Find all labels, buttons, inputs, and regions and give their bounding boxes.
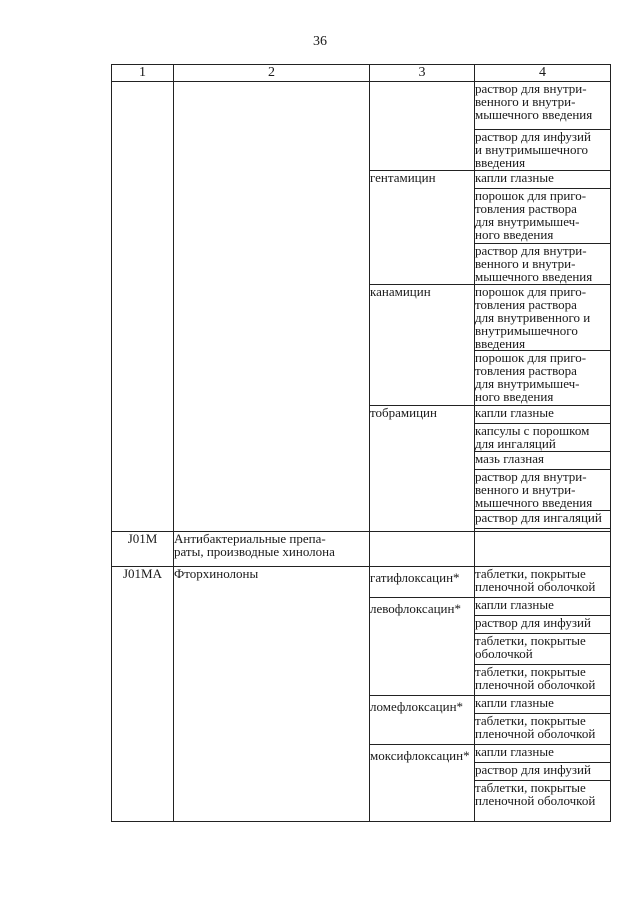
inn-name: гентамицин	[370, 171, 475, 285]
table-row	[112, 82, 611, 130]
code-cell	[112, 82, 174, 532]
table-row	[112, 567, 611, 598]
dosage-form-cell: капли глазные	[475, 745, 611, 763]
dosage-form-cell: таблетки, покрытые пленочной оболочкой	[475, 567, 611, 598]
inn-name: тобрамицин	[370, 406, 475, 532]
group-name: Антибактериальные препа- раты, производные хинолона	[174, 532, 370, 567]
dosage-form-cell: капсулы с порошком для ингаляций	[475, 424, 611, 452]
dosage-form-cell: порошок для приго- товления раствора для внутримышеч- ного введения	[475, 189, 611, 244]
inn-name: гатифлоксацин*	[370, 567, 475, 598]
column-header-1: 1	[112, 65, 174, 82]
dosage-form-cell: порошок для приго- товления раствора для внутримышеч- ного введения	[475, 351, 611, 406]
dosage-form-cell: раствор для ингаляций	[475, 511, 611, 529]
group-row	[112, 532, 611, 567]
group-name: Фторхинолоны	[174, 567, 370, 822]
page-number: 36	[313, 34, 327, 49]
inn-name: левофлоксацин*	[370, 598, 475, 696]
column-header-4: 4	[475, 65, 611, 82]
dosage-form-cell: раствор для инфузий и внутримышечного введения	[475, 130, 611, 171]
inn-cell	[370, 532, 475, 567]
dosage-form-cell: таблетки, покрытые пленочной оболочкой	[475, 665, 611, 696]
dosage-form-cell	[475, 532, 611, 567]
inn-name: канамицин	[370, 285, 475, 406]
dosage-form-cell: таблетки, покрытые пленочной оболочкой	[475, 781, 611, 822]
dosage-form-cell: капли глазные	[475, 406, 611, 424]
dosage-form-cell: раствор для инфузий	[475, 616, 611, 634]
dosage-form-cell: раствор для инфузий	[475, 763, 611, 781]
inn-name: моксифлоксацин*	[370, 745, 475, 822]
dosage-form-cell: капли глазные	[475, 598, 611, 616]
dosage-form-cell: порошок для приго- товления раствора для внутривенного и внутримышечного введения	[475, 285, 611, 351]
group-name-cell	[174, 82, 370, 532]
header-row	[112, 65, 611, 82]
dosage-form-cell: капли глазные	[475, 696, 611, 714]
dosage-form-cell: раствор для внутри- венного и внутри- мышечного введения	[475, 244, 611, 285]
dosage-form-cell: капли глазные	[475, 171, 611, 189]
dosage-form-cell: таблетки, покрытые оболочкой	[475, 634, 611, 665]
dosage-form-cell: раствор для внутри- венного и внутри- мышечного введения	[475, 470, 611, 511]
group-code: J01MA	[112, 567, 174, 822]
group-code: J01M	[112, 532, 174, 567]
inn-cell	[370, 82, 475, 171]
inn-name: ломефлоксацин*	[370, 696, 475, 745]
column-header-2: 2	[174, 65, 370, 82]
dosage-form-cell: мазь глазная	[475, 452, 611, 470]
dosage-form-cell: раствор для внутри- венного и внутри- мышечного введения	[475, 82, 611, 130]
dosage-form-cell: таблетки, покрытые пленочной оболочкой	[475, 714, 611, 745]
column-header-3: 3	[370, 65, 475, 82]
drug-table	[111, 64, 611, 822]
